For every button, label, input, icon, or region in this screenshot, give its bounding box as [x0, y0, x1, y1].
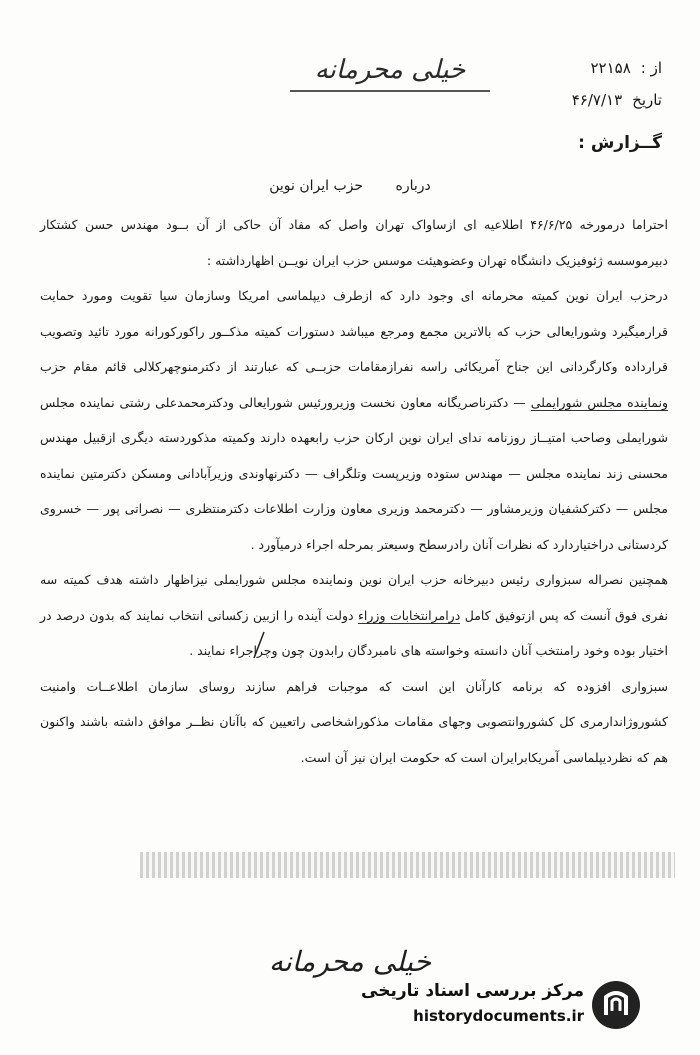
from-row [502, 52, 662, 84]
archive-watermark [340, 975, 640, 1035]
handwritten-mark [250, 630, 270, 660]
archive-logo-icon [592, 981, 640, 1029]
watermark-persian: مرکز بررسی اسناد تاریخی [361, 981, 584, 1001]
classification-stamp-top: خیلی محرمانه [290, 50, 490, 92]
classification-stamp-bottom: خیلی محرمانه [268, 945, 432, 978]
date-value: ۴۶/۷/۱۳ [571, 91, 623, 109]
document-meta [502, 52, 662, 116]
date-row [502, 84, 662, 116]
watermark-url: historydocuments.ir [413, 1007, 584, 1025]
paragraph-intro: احتراما درمورخه ۴۶/۶/۲۵ اطلاعیه ای ازساواک تهران واصل که مفاد آن حاکی از آن بــود مهندس حسن کشتکار دبیرموسسه ژئوفیزیک دانشگاه تهران وعضوهیئت موسس حزب ایران نویــن اظهارداشته : [40, 217, 668, 268]
report-body [40, 207, 668, 775]
subject-about: درباره [395, 178, 431, 194]
subject-topic: حزب ایران نوین [269, 178, 364, 194]
paragraph-program: سبزواری افزوده که برنامه کارآنان این است که موجبات فراهم سازند روسای سازمان اطلاعــات وامنیت کشوروژاندارمری کل کشوروانتصوبی وجهای مقامات مذکوراشخاصی راتعیین که باآنان نظــر موافق داشته باشند واکنون هم که نظردیپلماسی آمریکابرایران است که حکومت ایران نیز آن است. [40, 678, 668, 765]
from-label: از : [640, 59, 662, 77]
date-label: تاریخ [632, 91, 662, 109]
report-heading: گــزارش : [578, 133, 662, 153]
underlined-phrase: ونماینده مجلس شورایملی [530, 394, 668, 410]
paragraph-committee: درحزب ایران نوین کمیته محرمانه ای وجود دارد که ازطرف دیپلماسی امریکا وسازمان سیا تقویت ومورد حمایت قرارمیگیرد وشورایعالی حزب که بالاترین مجمع ومرجع میباشد دستورات کمیته مذکــور راکورکورانه مورد تائید وتصویب قرارداده وکارگردانی این جناح آمریکائی راسه نفرازمقامات حزبــی که عبارتند از دکترمنوچهرکلالی قائم مقام حزب ونماینده مجلس شورایملی — دکترناصریگانه معاون نخست وزیرورئیس شورایعالی ودکترمحمدعلی رشتی نماینده مجلس شورایملی وصاحب امتیــاز روزنامه ندای ایران نوین ارکان حزب رابعهده دارند وکمیته مذکوردسته دیگری ازقبیل مهندس محسنی زند نماینده مجلس — مهندس ستوده وزیرپست وتلگراف — دکترنهاوندی وزیرآبادانی ومسکن دکترمتین نماینده مجلس — دکترکشفیان وزیرمشاور — دکترمحمد وزیری معاون وزارت اطلاعات دکترمنتظری — نصراتی پور — خسروی کردستانی دراختیاردارد که نظرات آنان رادرسطح وسیعتر بمرحله اجراء درمیآورد . [40, 288, 668, 552]
from-value: ۲۲۱۵۸ [590, 59, 631, 77]
subject-line [0, 178, 700, 194]
scan-shading [140, 852, 675, 878]
underlined-phrase: درامرانتخابات وزراء [358, 607, 461, 623]
paragraph-sabzevari: همچنین نصراله سبزواری رئیس دبیرخانه حزب ایران نوین ونماینده مجلس شورایملی نیزاظهار داشته هدف کمیته سه نفری فوق آنست که پس ازتوفیق کامل درامرانتخابات وزراء دولت آینده را ازبین زکسانی انتخاب نمایند که بدون درصد در اختیار بوده وخود رامنتخب آنان دانسته وخواسته های نامبردگان رابدون چون وچراجراء نمایند . [40, 572, 668, 658]
